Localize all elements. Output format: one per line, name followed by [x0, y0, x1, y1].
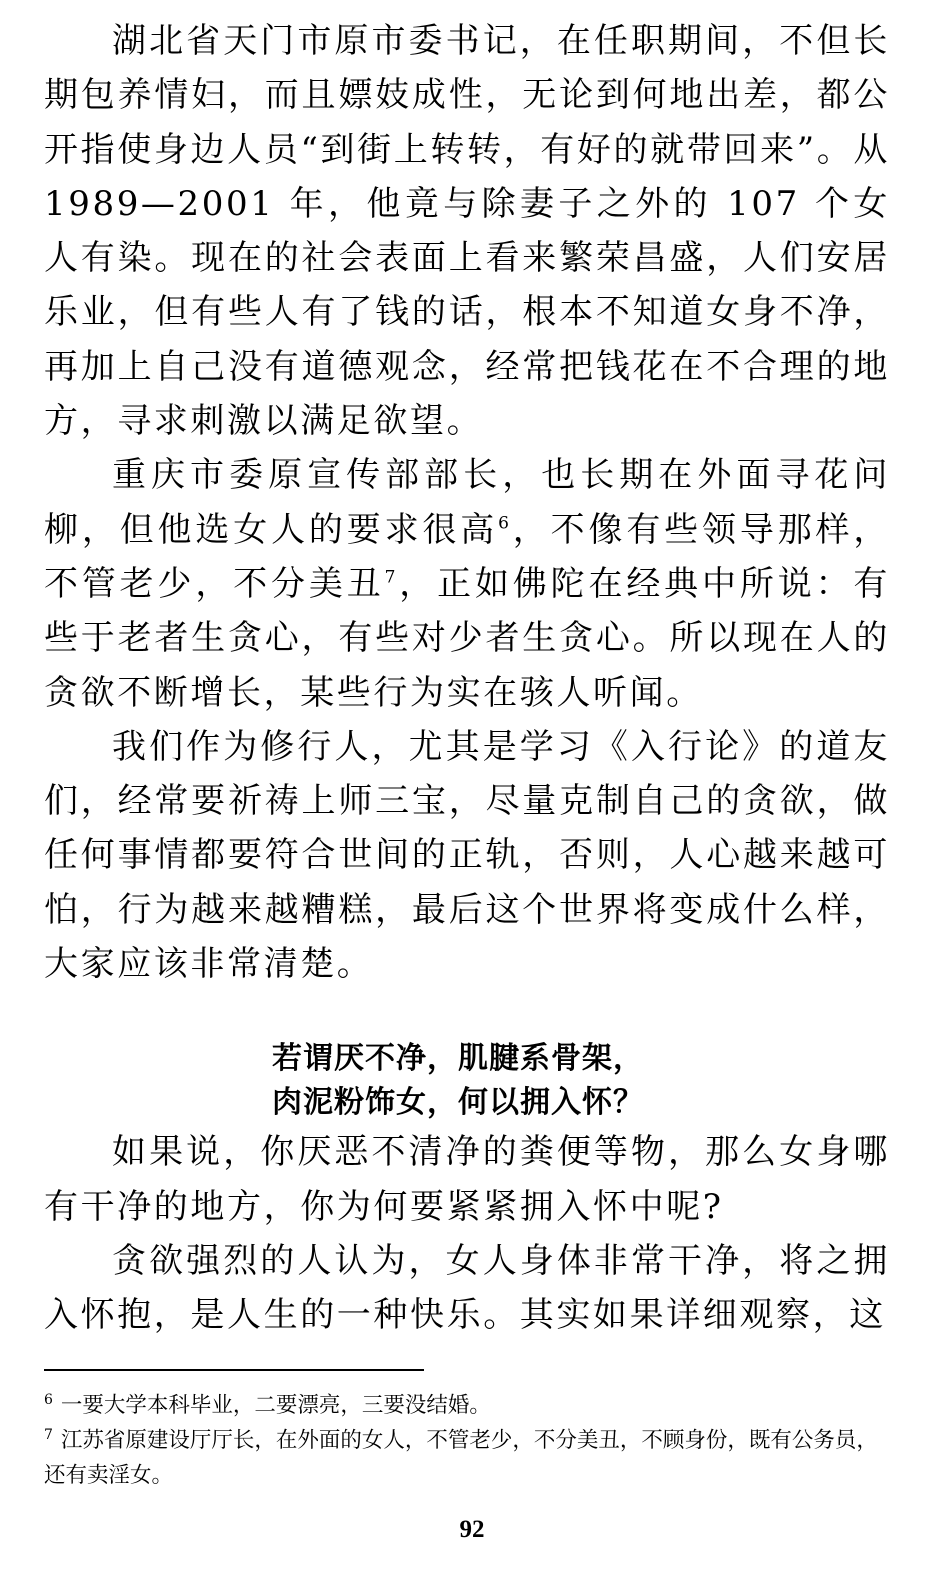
footnote-ref-6[interactable]: 6: [498, 513, 512, 534]
footnote-7: [44, 1423, 884, 1493]
paragraph-tianmen: 湖北省天门市原市委书记，在任职期间，不但长期包养情妇，而且嫖妓成性，无论到何地出差，都公开指使身边人员“到街上转转，有好的就带回来”。从 1989—2001 年，他竟与除妻子之外的 107 个女人有染。现在的社会表面上看来繁荣昌盛，人们安居乐业，但有些人有了钱的话，根本不知道女身不净，再加上自己没有道德观念，经常把钱花在不合理的地方，寻求刺激以满足欲望。: [44, 21, 890, 442]
footnote-6: [44, 1388, 884, 1423]
paragraph-chongqing-part-b: ，不像有些领导那样，不管老少，不分美丑: [44, 509, 891, 604]
footnote-6-text: 一要大学本科毕业，二要漂亮，三要没结婚。: [60, 1393, 491, 1418]
page-body: [44, 14, 890, 1343]
paragraph-verse-explanation: 如果说，你厌恶不清净的粪便等物，那么女身哪有干净的地方，你为何要紧紧拥入怀中呢?: [44, 1132, 890, 1227]
footnote-6-mark: 6: [44, 1391, 53, 1408]
paragraph-chongqing-part-a: 重庆市委原宣传部部长，也长期在外面寻花问柳，但他选女人的要求很高: [44, 455, 890, 550]
footnotes: [44, 1388, 884, 1493]
footnote-7-mark: 7: [44, 1426, 53, 1443]
verse-line-1: 若谓厌不净，肌腱系骨架，: [272, 1041, 644, 1077]
footnote-divider: [44, 1369, 424, 1371]
footnote-7-text: 江苏省原建设厅厅长，在外面的女人，不管老少，不分美丑，不顾身份，既有公务员，还有卖淫女。: [44, 1428, 878, 1488]
paragraph-chongqing: [44, 448, 890, 719]
footnote-ref-7[interactable]: 7: [384, 567, 399, 588]
verse-line-2: 肉泥粉饰女，何以拥入怀？: [272, 1085, 644, 1121]
paragraph-practitioners: 我们作为修行人，尤其是学习《入行论》的道友们，经常要祈祷上师三宝，尽量克制自己的贪欲，做任何事情都要符合世间的正轨，否则，人心越来越可怕，行为越来越糟糕，最后这个世界将变成什么样，大家应该非常清楚。: [44, 726, 890, 985]
page-number: 92: [459, 1516, 485, 1543]
paragraph-craving: 贪欲强烈的人认为，女人身体非常干净，将之拥入怀抱，是人生的一种快乐。其实如果详细观察，这: [44, 1240, 890, 1336]
section-gap: [44, 991, 890, 1037]
paragraph-chongqing-part-c: ，正如佛陀在经典中所说：有些于老者生贪心，有些对少者生贪心。所以现在人的贪欲不断增长，某些行为实在骇人听闻。: [44, 563, 890, 713]
